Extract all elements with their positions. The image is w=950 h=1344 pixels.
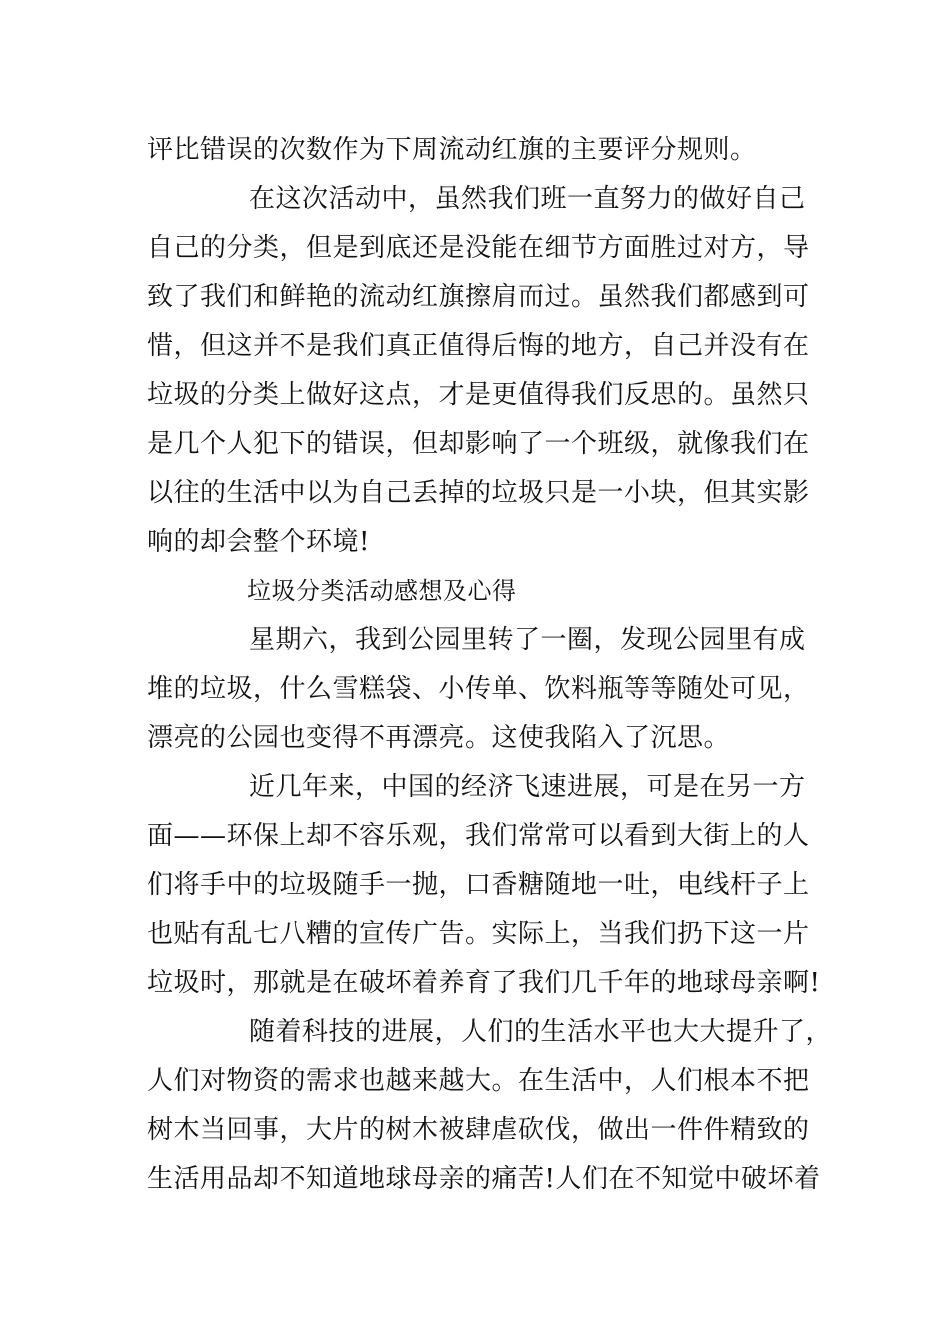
text-line: 惜，但这并不是我们真正值得后悔的地方，自己并没有在 [147,331,810,361]
text-line: 也贴有乱七八糟的宣传广告。实际上，当我们扔下这一片 [147,919,810,949]
paragraph-start-line: 近几年来，中国的经济飞速进展，可是在另一方 [249,772,806,802]
paragraph-start-line: 在这次活动中，虽然我们班一直努力的做好自己 [249,184,806,214]
text-line: 人们对物资的需求也越来越大。在生活中，人们根本不把 [147,1066,810,1096]
text-line: 评比错误的次数作为下周流动红旗的主要评分规则。 [147,135,757,165]
text-line: 以往的生活中以为自己丢掉的垃圾只是一小块，但其实影 [147,478,810,508]
text-line: 面——环保上却不容乐观，我们常常可以看到大街上的人 [147,821,810,851]
text-line: 响的却会整个环境! [147,527,370,557]
text-line: 是几个人犯下的错误，但却影响了一个班级，就像我们在 [147,429,810,459]
body-text [147,126,833,1204]
text-line: 漂亮的公园也变得不再漂亮。这使我陷入了沉思。 [147,723,731,753]
text-line: 自己的分类，但是到底还是没能在细节方面胜过对方，导 [147,233,810,263]
text-line: 堆的垃圾，什么雪糕袋、小传单、饮料瓶等等随处可见， [147,674,810,704]
text-line: 生活用品却不知道地球母亲的痛苦!人们在不知觉中破坏着 [147,1164,821,1194]
text-line: 们将手中的垃圾随手一抛，口香糖随地一吐，电线杆子上 [147,870,810,900]
paragraph-start-line: 随着科技的进展，人们的生活水平也大大提升了， [249,1017,833,1047]
text-line: 垃圾的分类上做好这点，才是更值得我们反思的。虽然只 [147,380,810,410]
paragraph-start-line: 星期六，我到公园里转了一圈，发现公园里有成 [249,625,806,655]
text-line: 致了我们和鲜艳的流动红旗擦肩而过。虽然我们都感到可 [147,282,810,312]
section-heading: 垃圾分类活动感想及心得 [247,577,517,605]
text-line: 垃圾时，那就是在破坏着养育了我们几千年的地球母亲啊! [147,968,821,998]
text-line: 树木当回事，大片的树木被肆虐砍伐，做出一件件精致的 [147,1115,810,1145]
